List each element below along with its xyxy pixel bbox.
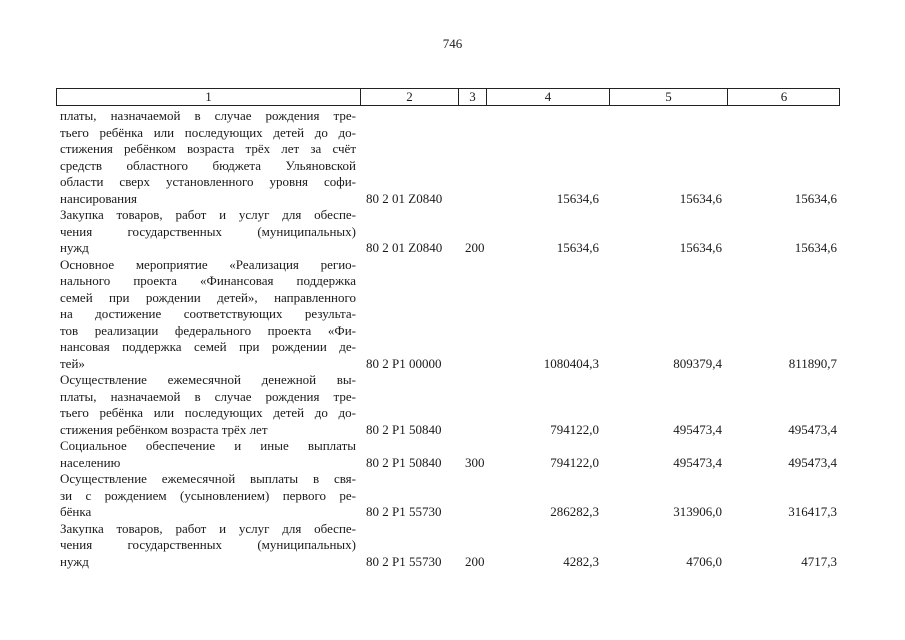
row-amount-col4: 286282,3	[550, 504, 599, 519]
description-line: бёнка	[60, 504, 92, 519]
row-description	[60, 207, 356, 257]
row-amount-col4: 15634,6	[556, 240, 599, 255]
header-col-6: 6	[780, 89, 788, 104]
description-line: Закупка товаров, работ и услуг для обеспе-	[60, 520, 356, 536]
row-amount-col5: 4706,0	[686, 553, 722, 569]
description-line: нансовая поддержка семей при рождении де-	[60, 339, 356, 354]
row-expense-type: 300	[465, 454, 485, 470]
row-amount-col4: 794122,0	[550, 421, 599, 437]
row-amount-col6: 316417,3	[788, 504, 837, 519]
row-code: 80 2 P1 50840	[366, 421, 442, 437]
page-number: 746	[442, 36, 463, 51]
description-line: стижения ребёнком возраста трёх лет за счёт	[60, 141, 356, 156]
description-line: Основное мероприятие «Реализация регио-	[60, 256, 356, 272]
description-line: тей»	[60, 355, 85, 371]
description-line: нужд	[60, 240, 89, 255]
table-row	[0, 257, 905, 373]
row-amount-col6: 15634,6	[794, 190, 837, 206]
description-line: на достижение соответствующих результа-	[60, 306, 356, 321]
description-line: Закупка товаров, работ и услуг для обеспе-	[60, 207, 356, 222]
row-description	[60, 438, 356, 471]
header-col-3: 3	[459, 89, 487, 105]
row-code: 80 2 P1 50840	[366, 454, 442, 470]
row-amount-col5: 495473,4	[673, 421, 722, 437]
header-col-5: 5	[610, 89, 728, 105]
table-header	[56, 88, 840, 106]
row-amount-col6: 811890,7	[788, 355, 837, 371]
row-code: 80 2 01 Z0840	[366, 190, 443, 206]
row-amount-col6: 4717,3	[801, 553, 837, 569]
row-amount-col6: 15634,6	[794, 240, 837, 255]
row-code: 80 2 P1 55730	[366, 553, 442, 569]
table-row	[0, 108, 905, 207]
description-line: чения государственных (муниципальных)	[60, 223, 356, 239]
row-amount-col6: 495473,4	[788, 421, 837, 437]
row-code: 80 2 01 Z0840	[366, 240, 443, 255]
row-description	[60, 257, 356, 373]
description-line: области сверх установленного уровня софи-	[60, 174, 356, 189]
description-line: нансирования	[60, 190, 138, 206]
row-amount-col6: 495473,4	[788, 454, 837, 470]
row-expense-type: 200	[465, 240, 485, 255]
row-code: 80 2 P1 00000	[366, 355, 442, 371]
description-line: Социальное обеспечение и иные выплаты	[60, 438, 356, 453]
description-line: Осуществление ежемесячной денежной вы-	[60, 372, 356, 387]
table-row	[0, 438, 905, 471]
description-line: тьего ребёнка или последующих детей до до-	[60, 405, 356, 420]
row-amount-col5: 15634,6	[679, 240, 722, 255]
row-amount-col5: 809379,4	[673, 355, 722, 371]
header-col-1: 1	[57, 89, 361, 105]
table-row	[0, 207, 905, 257]
row-amount-col4: 794122,0	[550, 454, 599, 470]
row-description	[60, 521, 356, 571]
description-line: зи с рождением (усыновлением) первого ре-	[60, 487, 356, 503]
description-line: Осуществление ежемесячной выплаты в свя-	[60, 471, 356, 486]
row-description	[60, 108, 356, 207]
description-line: платы, назначаемой в случае рождения тре-	[60, 108, 356, 123]
table-row	[0, 372, 905, 438]
row-code: 80 2 P1 55730	[366, 504, 442, 519]
description-line: средств областного бюджета Ульяновской	[60, 157, 356, 173]
header-col-2: 2	[361, 89, 459, 105]
description-line: чения государственных (муниципальных)	[60, 537, 356, 552]
row-description	[60, 372, 356, 438]
row-amount-col5: 15634,6	[679, 190, 722, 206]
row-amount-col4: 15634,6	[556, 190, 599, 206]
row-amount-col4: 4282,3	[563, 553, 599, 569]
row-expense-type: 200	[465, 553, 485, 569]
description-line: стижения ребёнком возраста трёх лет	[60, 421, 268, 437]
header-col-4: 4	[487, 89, 610, 105]
description-line: населению	[60, 454, 121, 470]
description-line: тьего ребёнка или последующих детей до до-	[60, 124, 356, 140]
description-line: тов реализации федерального проекта «Фи-	[60, 322, 356, 338]
row-amount-col5: 495473,4	[673, 454, 722, 470]
description-line: нужд	[60, 553, 89, 569]
table-row	[0, 471, 905, 521]
row-amount-col5: 313906,0	[673, 504, 722, 519]
description-line: платы, назначаемой в случае рождения тре-	[60, 388, 356, 404]
row-description	[60, 471, 356, 521]
table-row	[0, 521, 905, 571]
row-amount-col4: 1080404,3	[543, 355, 599, 371]
description-line: нального проекта «Финансовая поддержка	[60, 273, 356, 288]
description-line: семей при рождении детей», направленного	[60, 289, 356, 305]
